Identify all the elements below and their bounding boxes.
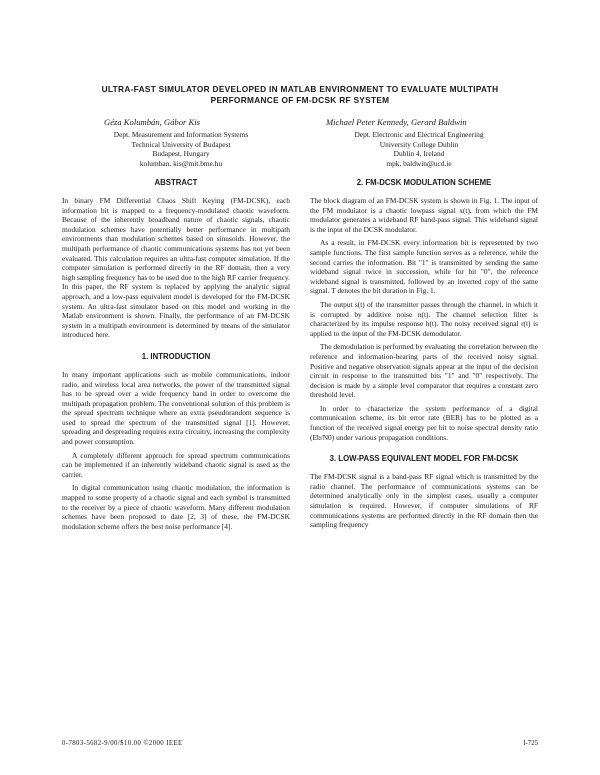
left-column xyxy=(62,178,290,535)
page-number: I-725 xyxy=(523,740,538,747)
abstract-text: In binary FM Differential Chaos Shift Keying (FM-DCSK), each information bit is mapped to a frequency-modulated chaotic waveform. Because of the inherently broadband nature of chaotic signals, chaotic modulation schemes have potentially better performance in multipath environments than modulation schemes based on sinusoids. However, the multipath performance of chaotic communications systems has not yet been evaluated. This calculation requires an ultra-fast computer simulation. If the computer simulation is performed directly in the RF domain, then a very high sampling frequency has to be used due to the high RF carrier frequency. In this paper, the RF system is replaced by applying the analytic signal approach, and a low-pass equivalent model is developed for the FM-DCSK system. An ultra-fast simulator based on this model and working in the Matlab environment is shown. Finally, the performance of an FM-DCSK system in a multipath environment is determined by means of the simulator introduced here. xyxy=(62,196,290,340)
abstract-heading: ABSTRACT xyxy=(154,178,198,187)
authors-right: Michael Peter Kennedy, Gerard Baldwin xyxy=(326,117,467,127)
section2-paragraph: The output s(t) of the transmitter passes through the channel, in which it is corrupted by additive noise n(t). The channel selection filter is characterized by its impulse response h(t). The noisy received signal r(t) is applied to the input of the FM-DCSK demodulator. xyxy=(310,299,538,338)
affiliation-line: Dept. Measurement and Information Systems xyxy=(113,130,249,139)
section2-paragraph: The block diagram of an FM-DCSK system is shown in Fig. 1. The input of the FM modulator is a chaotic lowpass signal x(t), from which the FM modulator generates a wideband RF band-pass signal. This wideband signal is the input of the DCSK modulator. xyxy=(310,196,538,234)
affiliation-line: University College Dublin xyxy=(379,139,459,149)
affiliation-line: Dept. Electronic and Electrical Engineering xyxy=(354,130,484,139)
intro-paragraph: A completely different approach for spread spectrum communications can be implemented if an inherently wideband chaotic signal is used as the carrier. xyxy=(62,450,290,479)
intro-paragraph: In digital communication using chaotic modulation, the information is mapped to some property of a chaotic signal and each symbol is transmitted to the receiver by a piece of chaotic waveform. Many different modulation schemes have been proposed to date [2, 3] of these, the FM-DCSK modulation scheme offers the best noise performance [4]. xyxy=(62,483,290,531)
section2-paragraph: The demodulation is performed by evaluating the correlation between the reference and information-bearing parts of the received noisy signal. Positive and negative observation signals appear at the input of the decision circuit in response to the transmitted bits "1" and "0" respectively. The decision is made by a simple level comparator that requires a constant zero threshold level. xyxy=(310,342,538,400)
section3-paragraph: The FM-DCSK signal is a band-pass RF signal which is transmitted by the radio channel. The performance of communications systems can be determined analytically only in the simplest cases, usually a computer simulation is required. However, if computer simulations of RF communications systems are performed directly in the RF domain then the sampling frequency xyxy=(310,472,538,530)
section2-heading: 2. FM-DCSK MODULATION SCHEME xyxy=(356,178,492,187)
introduction-heading: 1. INTRODUCTION xyxy=(141,351,211,361)
intro-paragraph: In many important applications such as mobile communications, indoor radio, and wireless local area networks, the power of the transmitted signal has to be spread over a wide frequency band in order to overcome the multipath propagation problem. The conventional solution of this problem is the spread spectrum technique where an extra pseudorandom sequence is used to spread the spectrum of the transmitted signal [1]. However, spreading and despreading requires extra circuitry, increasing the complexity and power consumption. xyxy=(62,369,290,447)
affiliation-left xyxy=(62,130,300,168)
section2-paragraph: As a result, in FM-DCSK every information bit is represented by two sample functions. The first sample function serves as a reference, while the second carries the information. Bit "1" is transmitted by sending the same wideband signal twice in succession, while for bit "0", the reference wideband signal is transmitted, followed by an inverted copy of the same signal. T denotes the bit duration in Fig. 1. xyxy=(310,238,538,296)
affiliation-line: Technical University of Budapest xyxy=(131,139,231,149)
section2-paragraph: In order to characterize the system performance of a digital communication scheme, its bit error rate (BER) has to be plotted as a function of the received signal energy per bit to noise spectral density ratio (Eb/N0) under various propagation conditions. xyxy=(310,403,538,442)
section3-heading: 3. LOW-PASS EQUIVALENT MODEL FOR FM-DCSK xyxy=(329,454,519,464)
copyright-footer: 0-7803-5682-9/00/$10.00 ©2000 IEEE xyxy=(62,740,183,747)
right-column xyxy=(310,178,538,534)
affiliation-line: Dublin 4, Ireland xyxy=(393,149,445,159)
paper-title: ULTRA-FAST SIMULATOR DEVELOPED IN MATLAB ENVIRONMENT TO EVALUATE MULTIPATH PERFORMANCE OF FM-DCSK RF SYSTEM xyxy=(101,84,499,105)
affiliation-email: mpk, baldwin@ucd.ie xyxy=(386,158,452,168)
affiliation-right xyxy=(300,130,538,168)
authors-left: Géza Kolumbán, Gábor Kis xyxy=(104,117,200,127)
affiliation-email: kolumban, kis@mit.bme.hu xyxy=(139,158,223,168)
affiliation-line: Budapest, Hungary xyxy=(152,149,210,159)
